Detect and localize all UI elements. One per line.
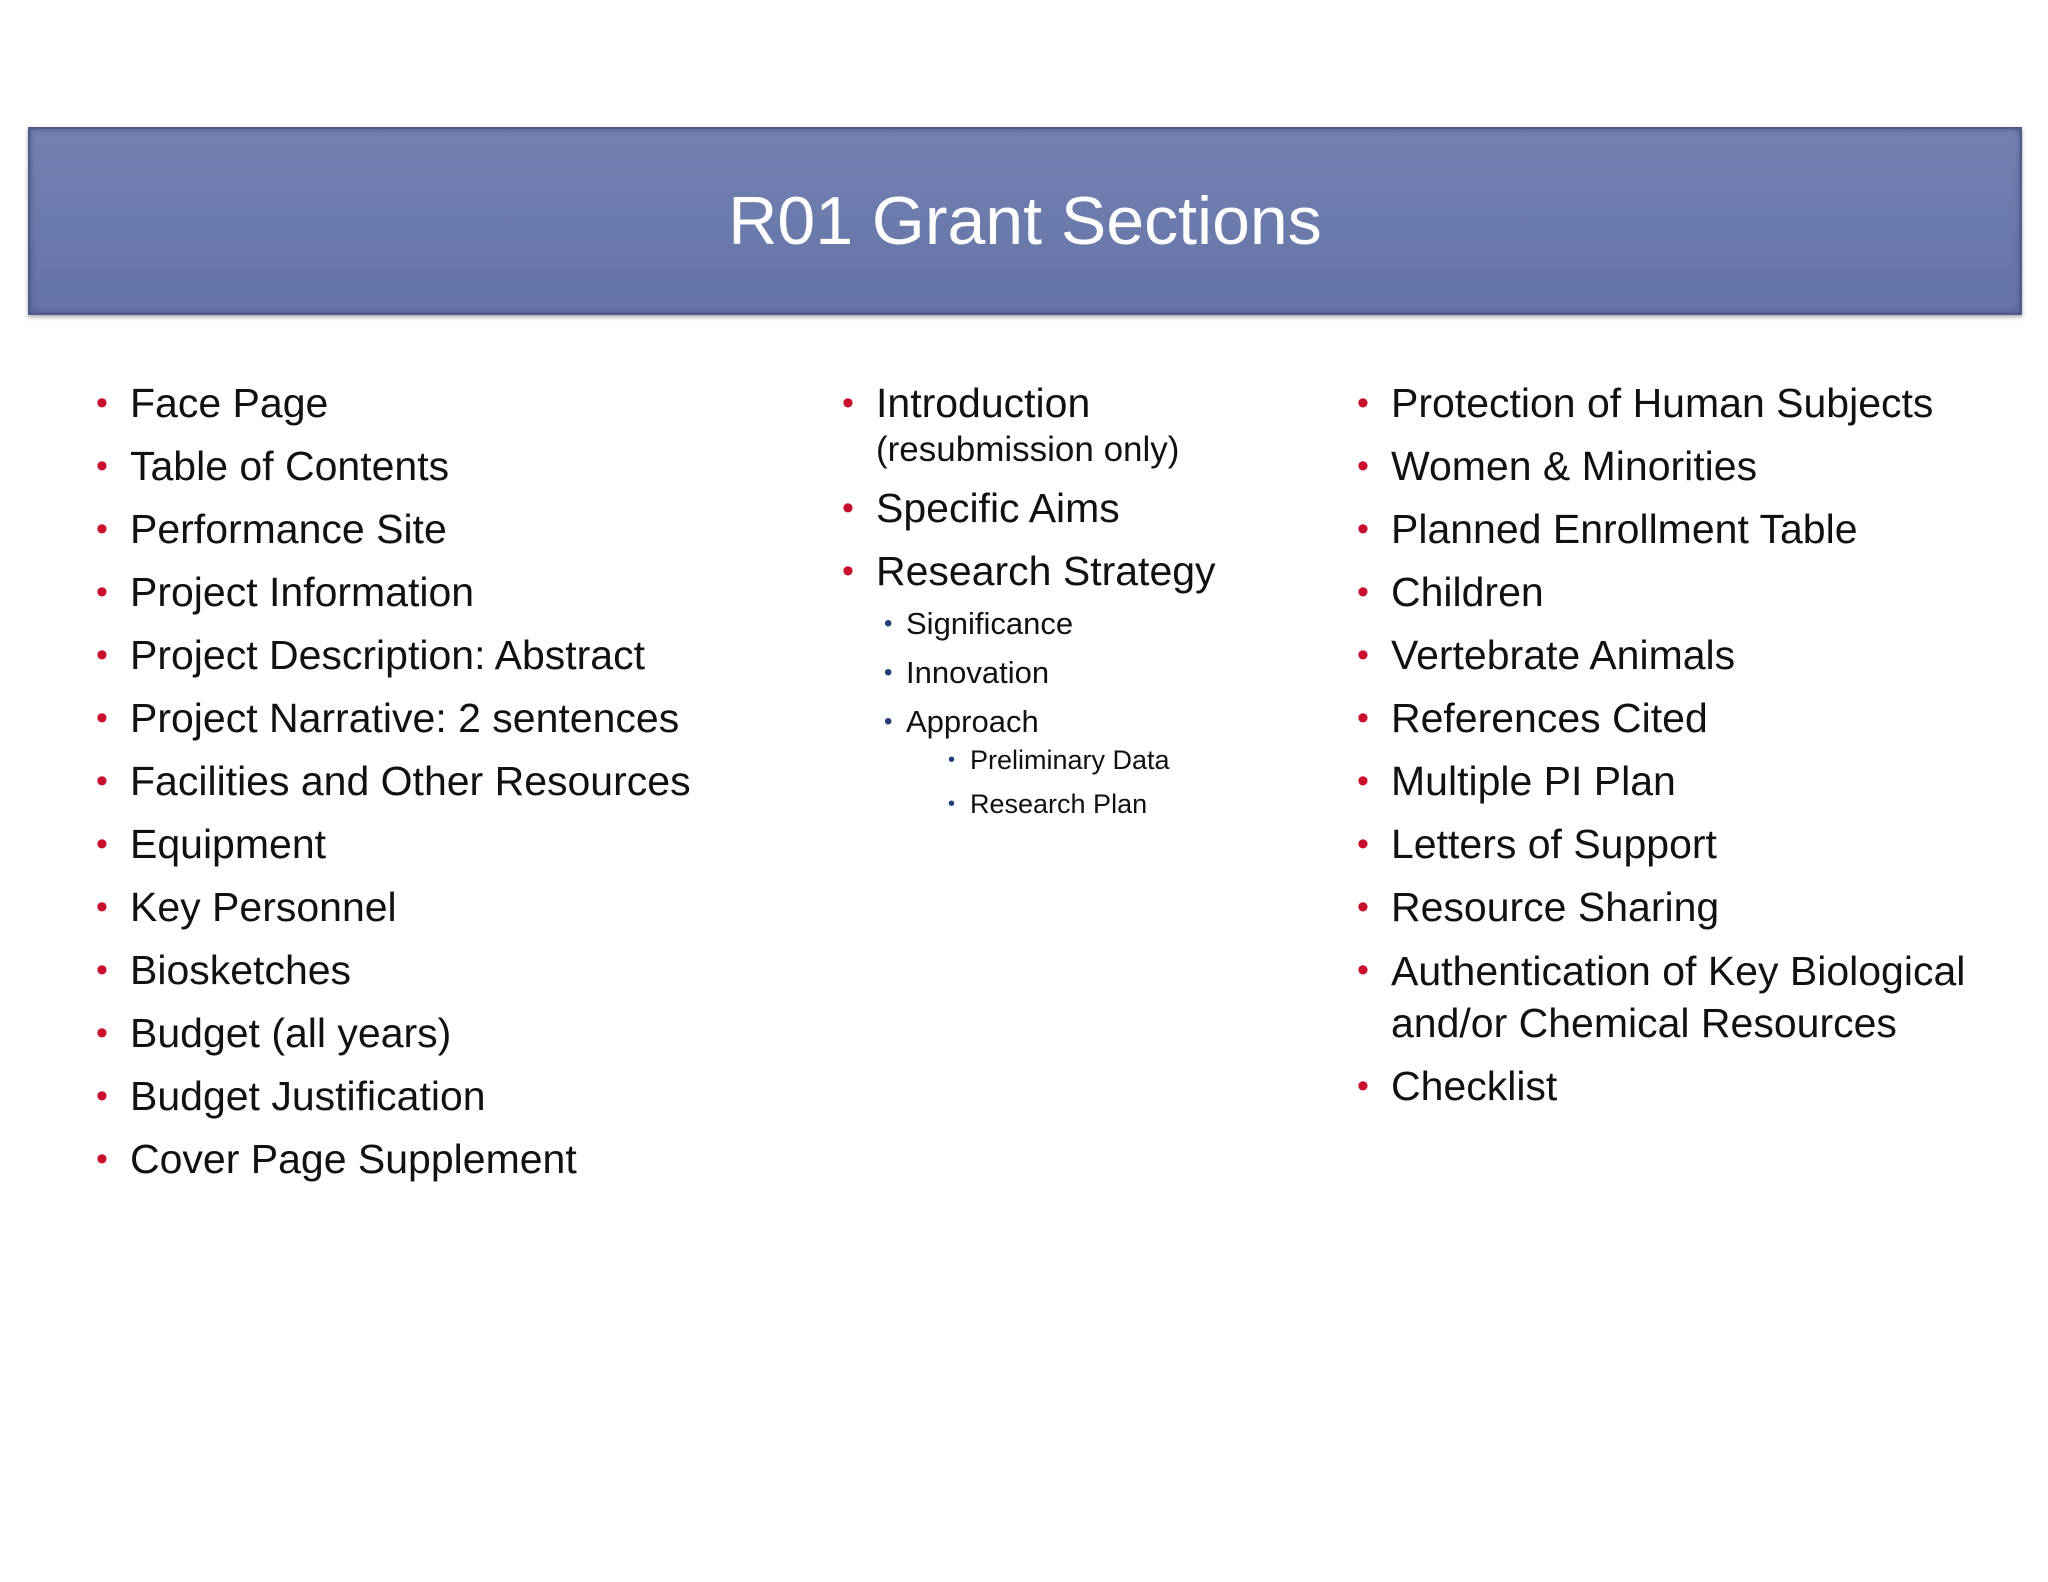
bullet-icon: • xyxy=(842,489,854,527)
left-column-list xyxy=(96,378,796,1197)
list-item-label: Introduction xyxy=(876,380,1091,426)
list-item-label: Project Narrative: 2 sentences xyxy=(130,695,680,741)
list-item-research-strategy xyxy=(842,546,1312,597)
list-item-label: Facilities and Other Resources xyxy=(130,758,691,804)
bullet-icon: • xyxy=(1357,888,1369,926)
bullet-icon: • xyxy=(1357,762,1369,800)
sub-item-innovation xyxy=(884,654,1312,692)
bullet-icon: • xyxy=(96,888,108,926)
list-item-label: Budget Justification xyxy=(130,1073,486,1119)
list-item-label: Face Page xyxy=(130,380,329,426)
list-item xyxy=(96,1071,796,1122)
list-item-label: Authentication of Key Biological and/or Chemical Resources xyxy=(1391,948,1966,1046)
bullet-icon: • xyxy=(1357,1067,1369,1105)
list-item xyxy=(96,378,796,429)
introduction-note: (resubmission only) xyxy=(876,430,1180,469)
research-strategy-sublist-container xyxy=(842,605,1312,821)
list-item-label: Vertebrate Animals xyxy=(1391,632,1736,678)
list-item-label: Planned Enrollment Table xyxy=(1391,506,1858,552)
research-strategy-sublist xyxy=(842,605,1312,821)
list-item xyxy=(96,567,796,618)
list-item-label: Letters of Support xyxy=(1391,821,1717,867)
subsub-bullet-icon: • xyxy=(948,793,956,815)
bullet-icon: • xyxy=(96,699,108,737)
list-item xyxy=(1357,819,2017,870)
bullet-icon: • xyxy=(96,762,108,800)
subsub-item-research-plan xyxy=(948,787,1312,821)
list-item xyxy=(96,630,796,681)
subsub-item-label: Research Plan xyxy=(970,789,1148,819)
list-item xyxy=(1357,504,2017,555)
bullet-icon: • xyxy=(96,951,108,989)
list-item-label: Children xyxy=(1391,569,1544,615)
subsub-bullet-icon: • xyxy=(948,749,956,771)
list-item xyxy=(96,756,796,807)
list-item-label: Research Strategy xyxy=(876,548,1216,594)
subsub-item-preliminary-data xyxy=(948,743,1312,777)
sub-item-label: Approach xyxy=(906,704,1039,739)
list-item-label: Project Information xyxy=(130,569,475,615)
sub-item-significance xyxy=(884,605,1312,643)
list-item xyxy=(1357,378,2017,429)
sub-item-label: Innovation xyxy=(906,655,1050,690)
list-item-label: References Cited xyxy=(1391,695,1708,741)
bullet-icon: • xyxy=(1357,384,1369,422)
list-item-label: Budget (all years) xyxy=(130,1010,452,1056)
list-item-label: Project Description: Abstract xyxy=(130,632,645,678)
sub-bullet-icon: • xyxy=(884,610,893,637)
list-item xyxy=(1357,630,2017,681)
list-item-label: Equipment xyxy=(130,821,327,867)
subsub-item-label: Preliminary Data xyxy=(970,745,1170,775)
list-item-label: Multiple PI Plan xyxy=(1391,758,1676,804)
list-item-label: Table of Contents xyxy=(130,443,450,489)
list-item-label: Biosketches xyxy=(130,947,352,993)
bullet-icon: • xyxy=(96,1014,108,1052)
bullet-icon: • xyxy=(96,573,108,611)
list-item xyxy=(1357,882,2017,933)
list-item-label: Women & Minorities xyxy=(1391,443,1758,489)
bullet-icon: • xyxy=(96,510,108,548)
list-item xyxy=(96,441,796,492)
list-item xyxy=(96,1134,796,1185)
list-item xyxy=(1357,945,2017,1049)
bullet-icon: • xyxy=(1357,636,1369,674)
slide-title: R01 Grant Sections xyxy=(728,183,1322,259)
list-item-label: Cover Page Supplement xyxy=(130,1136,577,1182)
list-item xyxy=(96,882,796,933)
list-item-introduction xyxy=(842,378,1312,471)
list-item xyxy=(96,1008,796,1059)
title-banner xyxy=(28,127,2022,315)
bullet-icon: • xyxy=(1357,699,1369,737)
list-item xyxy=(1357,1061,2017,1112)
list-item-label: Resource Sharing xyxy=(1391,884,1720,930)
bullet-icon: • xyxy=(842,384,854,422)
bullet-icon: • xyxy=(96,636,108,674)
list-item xyxy=(1357,693,2017,744)
bullet-icon: • xyxy=(96,1140,108,1178)
approach-sublist xyxy=(906,743,1312,821)
bullet-icon: • xyxy=(842,552,854,590)
list-item xyxy=(96,693,796,744)
sub-item-approach xyxy=(884,703,1312,821)
middle-column-list xyxy=(842,378,1312,832)
list-item xyxy=(1357,567,2017,618)
bullet-icon: • xyxy=(1357,447,1369,485)
sub-bullet-icon: • xyxy=(884,659,893,686)
bullet-icon: • xyxy=(96,384,108,422)
list-item-label: Protection of Human Subjects xyxy=(1391,380,1934,426)
sub-bullet-icon: • xyxy=(884,708,893,735)
bullet-icon: • xyxy=(1357,510,1369,548)
list-item-specific-aims xyxy=(842,483,1312,534)
list-item xyxy=(96,945,796,996)
list-item-label: Performance Site xyxy=(130,506,447,552)
sub-item-label: Significance xyxy=(906,606,1074,641)
list-item-label: Specific Aims xyxy=(876,485,1120,531)
list-item xyxy=(1357,756,2017,807)
bullet-icon: • xyxy=(96,447,108,485)
list-item xyxy=(96,819,796,870)
list-item xyxy=(96,504,796,555)
right-column-list xyxy=(1357,378,2017,1124)
list-item xyxy=(1357,441,2017,492)
bullet-icon: • xyxy=(96,1077,108,1115)
bullet-icon: • xyxy=(96,825,108,863)
bullet-icon: • xyxy=(1357,825,1369,863)
bullet-icon: • xyxy=(1357,573,1369,611)
list-item-label: Key Personnel xyxy=(130,884,397,930)
bullet-icon: • xyxy=(1357,951,1369,989)
list-item-label: Checklist xyxy=(1391,1063,1558,1109)
